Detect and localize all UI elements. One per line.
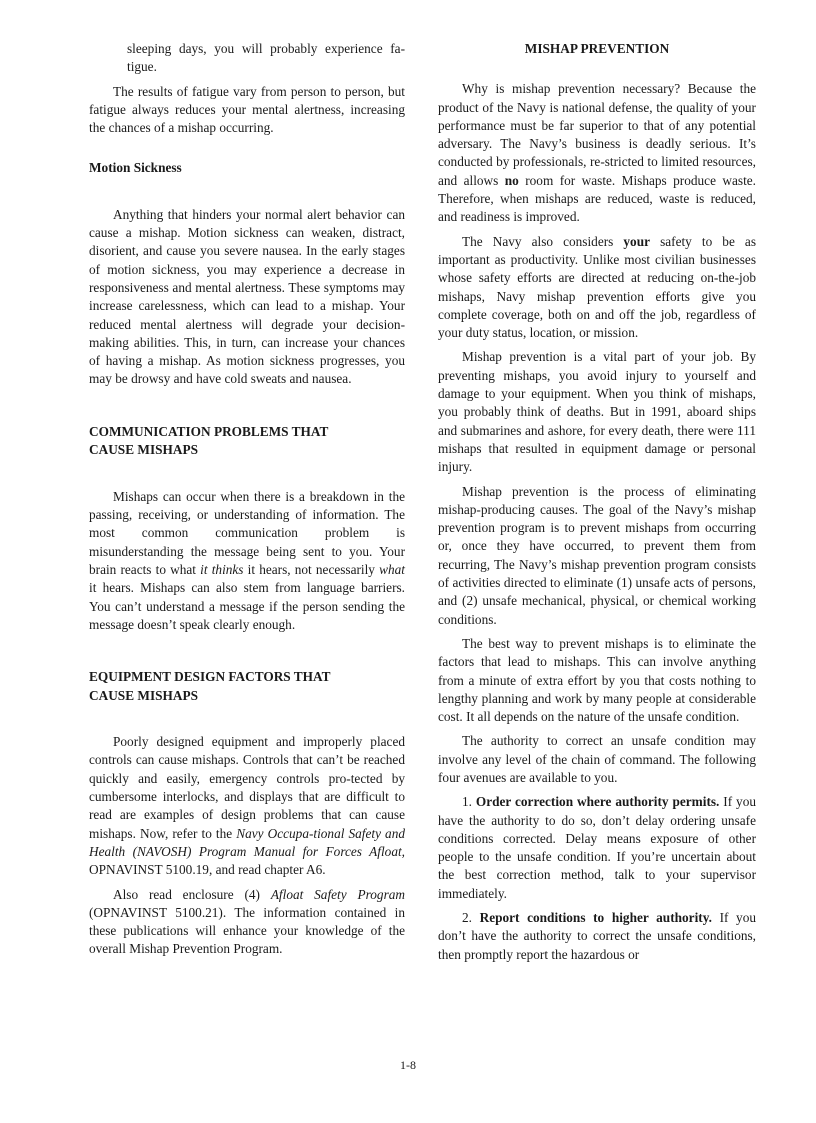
text-run: If you don’t have the authority to correct the unsafe conditions, then promptly report the hazardous or bbox=[438, 910, 756, 962]
paragraph-vital-part: Mishap prevention is a vital part of your job. By preventing mishaps, you avoid injury to yourself and damage to your equipment. When you think of mishaps, you probably think of deaths. But in 1991, aboard ships and submarines and ashore, for every death, there were 111 mishaps that resulted in equipment damage or personal injury. bbox=[438, 349, 756, 475]
heading-motion-sickness: Motion Sickness bbox=[89, 160, 182, 176]
text-run: Why is mishap prevention necessary? Because the product of the Navy is national defense, the quality of your performance must be far superior to that of any potential adversary. The Navy’s business is deadly serious. It’s conducted by professionals, re-stricted to limited resources, and allows bbox=[438, 81, 756, 188]
list-number: 1. bbox=[462, 794, 476, 810]
paragraph-afloat-safety bbox=[89, 886, 405, 959]
italic-run: what bbox=[379, 561, 405, 577]
paragraph-best-way: The best way to prevent mishaps is to eliminate the factors that lead to mishaps. This can involve anything from a minute of extra effort by you that costs nothing to lengthy planning and work by many people at considerable cost. It all depends on the nature of the unsafe condition. bbox=[438, 635, 756, 725]
text-run: If you have the authority to do so, don’t delay ordering unsafe conditions corrected. Delay means exposure of other people to the unsafe condition. If you’re uncertain about the best correction method, talk to your supervisor immediately. bbox=[438, 794, 756, 901]
heading-equipment-line-2: CAUSE MISHAPS bbox=[89, 687, 198, 703]
paragraph-fatigue-continued: sleeping days, you will probably experience fa-tigue. bbox=[127, 41, 405, 75]
list-item-report-conditions bbox=[438, 909, 756, 964]
paragraph-process: Mishap prevention is the process of eliminating mishap-producing causes. The goal of the Navy’s mishap prevention program is to prevent mishaps from occurring or, once they have occurred, to prevent them from recurring, The Navy’s mishap prevention program consists of activities directed to eliminate (1) unsafe acts of persons, and (2) unsafe mechanical, physical, or chemical working conditions. bbox=[438, 483, 756, 627]
italic-run: Afloat Safety Program bbox=[270, 886, 406, 902]
heading-communication-line-2: CAUSE MISHAPS bbox=[89, 442, 198, 458]
list-number: 2. bbox=[462, 910, 480, 926]
paragraph-authority: The authority to correct an unsafe condition may involve any level of the chain of command. The following four avenues are available to you. bbox=[438, 733, 756, 785]
heading-equipment-line-1: EQUIPMENT DESIGN FACTORS THAT bbox=[89, 669, 331, 685]
paragraph-motion-sickness: Anything that hinders your normal alert behavior can cause a mishap. Motion sickness can weaken, distract, disorient, and cause you severe nausea. In the early stages of motion sickness, you may experience a decrease in responsiveness and mental alertness. These symptoms may increase carelessness, which can lead to a mishap. Your reduced mental alertness will degrade your decision-making abilities. This, in turn, can increase your chances of having a mishap. As motion sickness progresses, you may be drowsy and have cold sweats and nausea. bbox=[89, 206, 405, 387]
heading-equipment-design bbox=[89, 668, 405, 705]
right-column bbox=[438, 40, 756, 970]
heading-communication-line-1: COMMUNICATION PROBLEMS THAT bbox=[89, 423, 329, 439]
paragraph-equipment-design bbox=[89, 733, 405, 879]
italic-run: Navy Occupa-tional Safety and Health (NAVOSH) Program Manual for Forces Afloat, bbox=[89, 825, 405, 859]
text-run: it hears, not necessarily bbox=[243, 561, 380, 577]
heading-mishap-prevention: MISHAP PREVENTION bbox=[524, 41, 670, 56]
text-run: (OPNAVINST 5100.21). The information contained in these publications will enhance your knowledge of the overall Mishap Prevention Program. bbox=[89, 904, 405, 957]
text-run: Also read enclosure (4) bbox=[113, 886, 271, 902]
heading-communication-problems bbox=[89, 423, 405, 460]
text-run: The Navy also considers bbox=[462, 233, 624, 249]
paragraph-communication bbox=[89, 488, 405, 634]
italic-run: it thinks bbox=[200, 561, 244, 577]
bold-run: Report conditions to higher authority. bbox=[479, 910, 712, 926]
text-run: safety to be as important as productivity. Unlike most civilian businesses whose safety efforts are directed at reducing on-the-job mishaps, Navy mishap prevention efforts give you complete coverage, both on and off the job, regardless of your duty status, location, or mission. bbox=[438, 233, 756, 341]
page-number: 1-8 bbox=[400, 1058, 416, 1072]
bold-run: Order correction where authority permits. bbox=[475, 794, 720, 810]
text-run: it hears. Mishaps can also stem from language barriers. You can’t understand a message if the person sending the message doesn’t speak clearly enough. bbox=[89, 580, 405, 632]
text-run: room for waste. Mishaps produce waste. Therefore, when mishaps are reduced, waste is reduced, and readiness is improved. bbox=[438, 172, 756, 225]
paragraph-fatigue-results: The results of fatigue vary from person to person, but fatigue always reduces your mental alertness, increasing the chances of a mishap occurring. bbox=[89, 83, 405, 136]
list-item-order-correction bbox=[438, 793, 756, 903]
paragraph-your-safety bbox=[438, 233, 756, 343]
paragraph-why-prevention bbox=[438, 80, 756, 226]
text-run: Mishaps can occur when there is a breakdown in the passing, receiving, or understanding of information. The most common communication problem is misunderstanding the message being sent to you. Your brain reacts to what bbox=[89, 488, 405, 577]
bold-run: your bbox=[623, 233, 650, 249]
text-run: Poorly designed equipment and improperly placed controls can cause mishaps. Controls that can’t be reached quickly and easily, emergency controls pro-tected by cumbersome interlocks, and displays that are difficult to read are examples of design problems that can cause mishaps. Now, refer to the bbox=[89, 734, 405, 841]
left-column bbox=[89, 40, 405, 965]
bold-run: no bbox=[504, 172, 519, 188]
text-run: OPNAVINST 5100.19, and read chapter A6. bbox=[89, 862, 326, 878]
